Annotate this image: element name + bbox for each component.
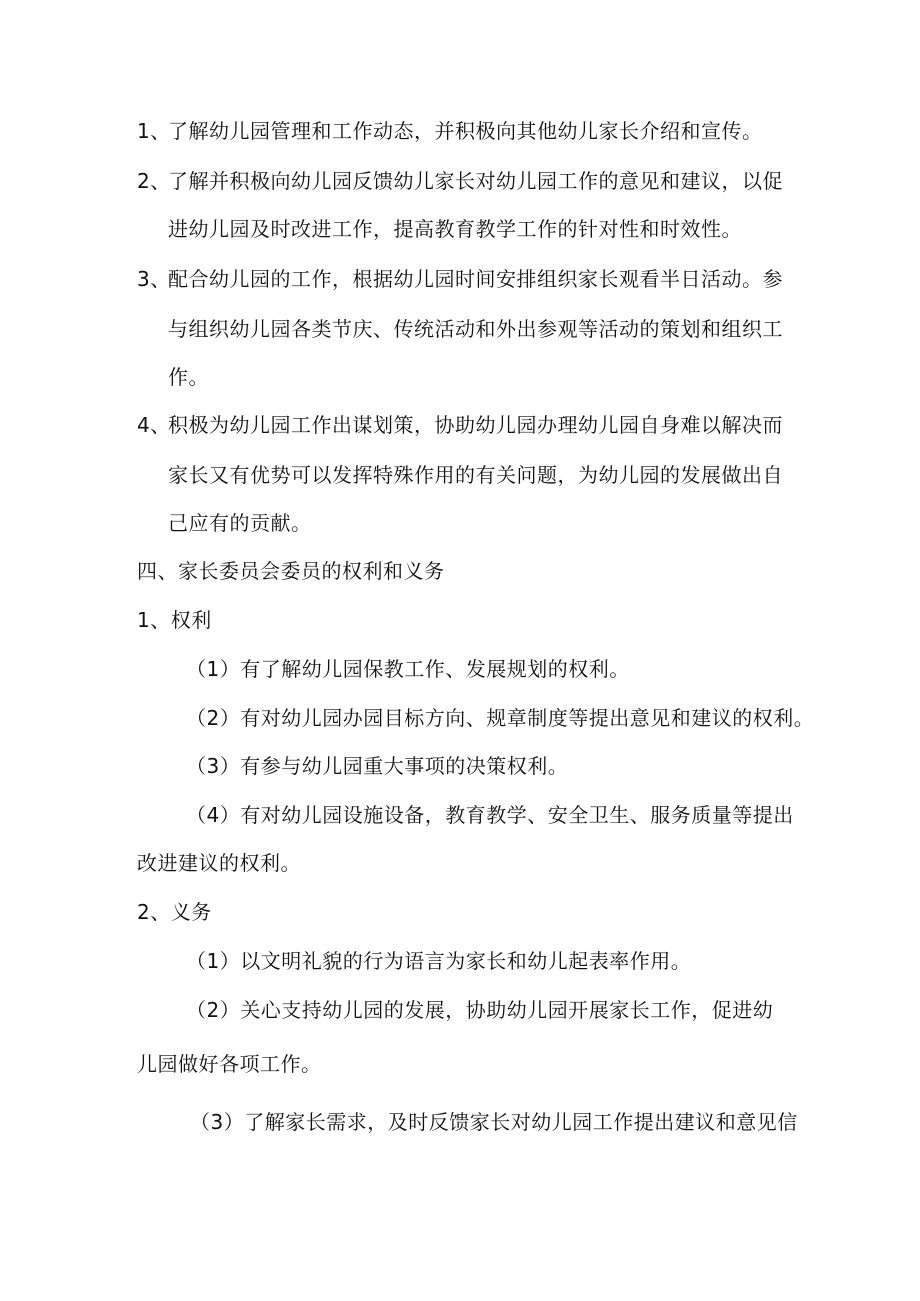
list-item-number: 4、 [137, 413, 171, 437]
duties-item: （2）关心支持幼儿园的发展，协助幼儿园开展家长工作，促进幼 [186, 998, 774, 1022]
list-item-text: 了解幼儿园管理和工作动态，并积极向其他幼儿家长介绍和宣传。 [168, 119, 763, 143]
list-item-text: 了解并积极向幼儿园反馈幼儿家长对幼儿园工作的意见和建议，以促 [168, 169, 783, 193]
rights-item: （1）有了解幼儿园保教工作、发展规划的权利。 [186, 657, 630, 681]
list-item-number: 2、 [137, 169, 171, 193]
subsection-heading-duties: 2、义务 [137, 900, 212, 924]
subsection-heading-rights: 1、权利 [137, 608, 212, 632]
list-item-text: 配合幼儿园的工作，根据幼儿园时间安排组织家长观看半日活动。参 [168, 267, 783, 291]
list-item-number: 3、 [137, 267, 171, 291]
list-item-text: 家长又有优势可以发挥特殊作用的有关问题，为幼儿园的发展做出自 [168, 463, 783, 487]
list-item-number: 1、 [137, 119, 171, 143]
duties-item-continuation: 儿园做好各项工作。 [137, 1052, 322, 1076]
list-item-text: 与组织幼儿园各类节庆、传统活动和外出参观等活动的策划和组织工 [168, 317, 783, 341]
rights-item: （2）有对幼儿园办园目标方向、规章制度等提出意见和建议的权利。 [186, 706, 815, 730]
list-item-text: 作。 [168, 365, 209, 389]
rights-item: （4）有对幼儿园设施设备，教育教学、安全卫生、服务质量等提出 [186, 803, 794, 827]
rights-item-continuation: 改进建议的权利。 [137, 851, 301, 875]
list-item-text: 积极为幼儿园工作出谋划策，协助幼儿园办理幼儿园自身难以解决而 [168, 413, 783, 437]
list-item-text: 进幼儿园及时改进工作，提高教育教学工作的针对性和时效性。 [168, 217, 742, 241]
list-item-text: 己应有的贡献。 [168, 511, 312, 535]
rights-item: （3）有参与幼儿园重大事项的决策权利。 [186, 754, 569, 778]
duties-item: （1）以文明礼貌的行为语言为家长和幼儿起表率作用。 [186, 949, 692, 973]
duties-item: （3）了解家长需求，及时反馈家长对幼儿园工作提出建议和意见信 [190, 1110, 798, 1134]
section-heading: 四、家长委员会委员的权利和义务 [137, 559, 445, 583]
